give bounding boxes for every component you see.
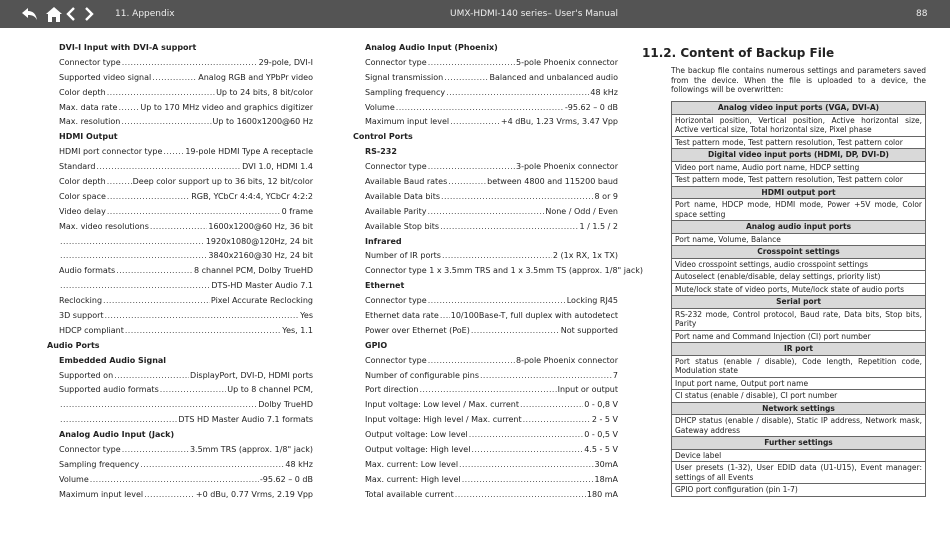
table-cell: Input port name, Output port name	[672, 377, 926, 390]
table-section-heading: Analog video input ports (VGA, DVI-A)	[672, 102, 926, 115]
spec-row	[47, 264, 313, 279]
spec-row	[353, 264, 644, 279]
spec-value: 3.5mm TRS (approx. 1/8" jack)	[189, 445, 313, 455]
spec-value: Not supported	[560, 325, 618, 335]
table-section-heading: Crosspoint settings	[672, 246, 926, 259]
spec-row	[47, 101, 313, 116]
spec-row	[353, 160, 618, 175]
spec-label: Sampling frequency	[365, 87, 446, 97]
spec-label: Color space	[59, 191, 106, 201]
spec-label: Reclocking	[59, 296, 103, 306]
spec-row	[353, 354, 618, 369]
spec-row	[353, 324, 618, 339]
spec-label: Supported on	[59, 370, 114, 380]
dot-leader	[160, 383, 227, 398]
table-section-row	[672, 246, 926, 259]
spec-row	[353, 86, 618, 101]
spec-row	[353, 71, 618, 86]
spec-label: Connector type	[365, 162, 427, 172]
dot-leader	[105, 309, 300, 324]
spec-value: 30mA	[594, 459, 618, 469]
spec-label: Output voltage: High level	[365, 445, 471, 455]
chapter-label: 11. Appendix	[115, 9, 175, 19]
spec-value: Deep color support up to 36 bits, 12 bit/color	[132, 177, 313, 187]
spec-label: Max. data rate	[59, 102, 118, 112]
spec-list	[47, 369, 313, 429]
dot-leader	[448, 175, 486, 190]
backup-content-table	[671, 101, 926, 497]
table-section-row	[672, 437, 926, 450]
dot-leader	[396, 101, 564, 116]
dot-leader	[428, 294, 566, 309]
spec-value: 29-pole, DVI-I	[258, 57, 313, 67]
table-row	[672, 114, 926, 136]
spec-row	[353, 443, 618, 458]
dot-leader	[60, 235, 205, 250]
dot-leader	[419, 383, 556, 398]
top-bar	[0, 0, 950, 28]
spec-label: Video delay	[59, 206, 106, 216]
table-row	[672, 199, 926, 221]
dot-leader	[150, 220, 207, 235]
spec-value: 3-pole Phoenix connector	[516, 162, 618, 172]
spec-row	[353, 220, 618, 235]
table-cell: Test pattern mode, Test pattern resolution, Test pattern color	[672, 136, 926, 149]
dot-leader	[107, 86, 215, 101]
spec-value: Up to 1600x1200@60 Hz	[212, 117, 313, 127]
table-row	[672, 330, 926, 343]
spec-row	[47, 145, 313, 160]
dot-leader	[121, 115, 211, 130]
table-section-heading: HDMI output port	[672, 186, 926, 199]
dot-leader	[520, 398, 583, 413]
spec-value: +0 dBu, 0.77 Vrms, 2.19 Vpp	[195, 489, 313, 499]
spec-value: 8-pole Phoenix connector	[516, 355, 618, 365]
spec-label: Color depth	[59, 177, 106, 187]
spec-label: Number of IR ports	[365, 251, 441, 261]
spec-value: Yes, 1.1	[282, 325, 313, 335]
table-section-heading: Network settings	[672, 402, 926, 415]
spec-label: Connector type	[59, 57, 121, 67]
spec-row	[47, 473, 313, 488]
spec-row	[47, 443, 313, 458]
spec-row	[353, 115, 618, 130]
section-title: 11.2. Content of Backup File	[642, 46, 835, 60]
table-row	[672, 271, 926, 284]
spec-row	[353, 369, 618, 384]
table-section-row	[672, 296, 926, 309]
spec-value: between 4800 and 115200 baud	[487, 177, 618, 187]
spec-value: 4.5 - 5 V	[584, 445, 618, 455]
dot-leader	[60, 249, 207, 264]
spec-value: 0 - 0,8 V	[584, 400, 618, 410]
spec-label: Connector type	[59, 445, 121, 455]
spec-label: Power over Ethernet (PoE)	[365, 325, 470, 335]
spec-value: 3840x2160@30 Hz, 24 bit	[208, 251, 313, 261]
spec-row	[47, 413, 313, 428]
table-row	[672, 462, 926, 484]
spec-label: Sampling frequency	[59, 459, 140, 469]
spec-label: Maximum input level	[59, 489, 144, 499]
spec-row	[47, 279, 313, 294]
table-cell: Test pattern mode, Test pattern resolution, Test pattern color	[672, 174, 926, 187]
spec-row	[353, 249, 618, 264]
group-heading: Control Ports	[353, 132, 413, 142]
spec-list	[353, 354, 618, 503]
spec-value: Up to 8 channel PCM,	[227, 385, 313, 395]
spec-value: 1600x1200@60 Hz, 36 bit	[208, 221, 313, 231]
spec-list	[47, 56, 313, 130]
table-section-heading: Further settings	[672, 437, 926, 450]
spec-label: Volume	[365, 102, 395, 112]
dot-leader	[480, 369, 612, 384]
table-section-row	[672, 221, 926, 234]
section-heading: Infrared	[365, 236, 402, 246]
spec-row	[353, 488, 618, 503]
spec-label: Connector type	[365, 296, 427, 306]
dot-leader	[114, 369, 189, 384]
spec-value: 2 (1x RX, 1x TX)	[552, 251, 618, 261]
table-section-row	[672, 149, 926, 162]
spec-value: Analog RGB and YPbPr video	[198, 72, 313, 82]
table-section-row	[672, 186, 926, 199]
spec-column-left	[47, 41, 313, 503]
table-section-heading: Serial port	[672, 296, 926, 309]
spec-value: Balanced and unbalanced audio	[489, 72, 618, 82]
spec-row	[47, 160, 313, 175]
spec-label: HDMI port connector type	[59, 147, 163, 157]
spec-row	[47, 71, 313, 86]
table-cell: Port name, HDCP mode, HDMI mode, Power +5V mode, Color space setting	[672, 199, 926, 221]
table-row	[672, 174, 926, 187]
spec-list	[47, 145, 313, 339]
spec-label: Volume	[59, 474, 89, 484]
table-cell: DHCP status (enable / disable), Static IP address, Network mask, Gateway address	[672, 415, 926, 437]
table-section-heading: Digital video input ports (HDMI, DP, DVI-D)	[672, 149, 926, 162]
spec-value: 180 mA	[586, 489, 618, 499]
dot-leader	[107, 205, 281, 220]
spec-value: 1920x1080@120Hz, 24 bit	[205, 236, 313, 246]
spec-value: 48 kHz	[285, 459, 313, 469]
spec-label: Input voltage: High level / Max. current	[365, 415, 522, 425]
dot-leader	[116, 264, 193, 279]
spec-row	[47, 56, 313, 71]
table-row	[672, 484, 926, 497]
spec-row	[353, 428, 618, 443]
spec-value: 0 - 0,5 V	[584, 430, 618, 440]
spec-row	[353, 205, 618, 220]
dot-leader	[122, 443, 189, 458]
table-cell: Device label	[672, 449, 926, 462]
table-row	[672, 415, 926, 437]
dot-leader	[125, 324, 281, 339]
dot-leader	[428, 160, 515, 175]
section-heading: Analog Audio Input (Phoenix)	[365, 43, 498, 52]
spec-label: Supported audio formats	[59, 385, 159, 395]
dot-leader	[444, 71, 488, 86]
page-number: 88	[916, 9, 928, 19]
section-heading: Analog Audio Input (Jack)	[59, 430, 175, 440]
table-cell: Video crosspoint settings, audio crosspoint settings	[672, 258, 926, 271]
spec-value: 1 / 1.5 / 2	[579, 221, 618, 231]
spec-label: Available Data bits	[365, 191, 441, 201]
table-section-row	[672, 402, 926, 415]
spec-list	[353, 294, 618, 339]
dot-leader	[440, 220, 578, 235]
dot-leader	[144, 488, 195, 503]
spec-value: DTS HD Master Audio 7.1 formats	[178, 415, 313, 425]
spec-row	[47, 309, 313, 324]
spec-row	[353, 294, 618, 309]
spec-label: Signal transmission	[365, 72, 444, 82]
table-section-heading: IR port	[672, 343, 926, 356]
table-cell: User presets (1-32), User EDID data (U1-U15), Event manager: settings of all Events	[672, 462, 926, 484]
spec-value: +4 dBu, 1.23 Vrms, 3.47 Vpp	[500, 117, 618, 127]
dot-leader	[471, 324, 560, 339]
spec-value: 19-pole HDMI Type A receptacle	[185, 147, 313, 157]
dot-leader	[455, 488, 586, 503]
table-cell: CI status (enable / disable), CI port number	[672, 390, 926, 403]
table-cell: Video port name, Audio port name, HDCP setting	[672, 161, 926, 174]
table-section-row	[672, 343, 926, 356]
spec-label: HDCP compliant	[59, 325, 124, 335]
back-icon[interactable]	[19, 3, 41, 25]
spec-list	[47, 443, 313, 503]
spec-row	[353, 309, 618, 324]
spec-label: Max. current: Low level	[365, 459, 459, 469]
spec-value: 48 kHz	[590, 87, 618, 97]
section-heading: HDMI Output	[59, 132, 118, 142]
dot-leader	[152, 71, 197, 86]
spec-value: -95.62 – 0 dB	[259, 474, 313, 484]
spec-label: Connector type	[365, 355, 427, 365]
spec-row	[47, 488, 313, 503]
spec-list	[353, 249, 644, 279]
spec-row	[353, 101, 618, 116]
dot-leader	[60, 413, 177, 428]
table-row	[672, 161, 926, 174]
spec-label: Connector type	[365, 57, 427, 67]
dot-leader	[163, 145, 184, 160]
table-row	[672, 377, 926, 390]
spec-value: 18mA	[594, 474, 618, 484]
spec-column-middle	[353, 41, 644, 503]
spec-value: 8 channel PCM, Dolby TrueHD	[193, 266, 313, 276]
table-row	[672, 308, 926, 330]
spec-value: Dolby TrueHD	[258, 400, 313, 410]
dot-leader	[459, 458, 594, 473]
spec-label: Available Baud rates	[365, 177, 448, 187]
section-heading: Ethernet	[365, 281, 405, 291]
spec-value: RGB, YCbCr 4:4:4, YCbCr 4:2:2	[191, 191, 313, 201]
spec-label: Output voltage: Low level	[365, 430, 468, 440]
dot-leader	[440, 309, 450, 324]
spec-value: 8 or 9	[594, 191, 618, 201]
spec-value: 7	[612, 370, 618, 380]
section-heading: DVI-I Input with DVI-A support	[59, 43, 197, 52]
dot-leader	[471, 443, 583, 458]
spec-label: Supported video signal	[59, 72, 152, 82]
dot-leader	[450, 115, 500, 130]
spec-value: 0 frame	[281, 206, 313, 216]
spec-label: Input voltage: Low level / Max. current	[365, 400, 519, 410]
spec-label: Available Stop bits	[365, 221, 440, 231]
dot-leader	[446, 86, 589, 101]
dot-leader	[107, 190, 190, 205]
spec-value: Up to 170 MHz video and graphics digitizer	[140, 102, 313, 112]
spec-row	[353, 473, 618, 488]
spec-value: Yes	[300, 311, 313, 321]
table-cell: Port name and Command Injection (CI) port number	[672, 330, 926, 343]
table-cell: GPIO port configuration (pin 1-7)	[672, 484, 926, 497]
table-row	[672, 233, 926, 246]
dot-leader	[428, 205, 545, 220]
chevron-right-icon[interactable]	[80, 3, 98, 25]
group-heading: Audio Ports	[47, 340, 100, 350]
spec-label: Port direction	[365, 385, 419, 395]
spec-row	[47, 398, 313, 413]
dot-leader	[90, 473, 259, 488]
chevron-left-icon[interactable]	[62, 3, 80, 25]
spec-label: Standard	[59, 162, 96, 172]
dot-leader	[523, 413, 591, 428]
dot-leader	[442, 249, 552, 264]
spec-row	[47, 294, 313, 309]
spec-value: Pixel Accurate Reclocking	[210, 296, 313, 306]
table-section-row	[672, 102, 926, 115]
spec-row	[47, 175, 313, 190]
spec-list	[353, 56, 618, 130]
spec-label: Max. video resolutions	[59, 221, 149, 231]
spec-label: Color depth	[59, 87, 106, 97]
spec-value: None / Odd / Even	[545, 206, 618, 216]
spec-value: 10/100Base-T, full duplex with autodetect	[450, 311, 618, 321]
dot-leader	[441, 190, 594, 205]
dot-leader	[96, 160, 241, 175]
dot-leader	[462, 473, 594, 488]
spec-label: Ethernet data rate	[365, 311, 439, 321]
spec-row	[47, 220, 313, 235]
table-row	[672, 258, 926, 271]
dot-leader	[140, 458, 284, 473]
spec-label: Available Parity	[365, 206, 427, 216]
spec-label: Max. resolution	[59, 117, 121, 127]
document-title: UMX-HDMI-140 series– User's Manual	[450, 9, 618, 19]
spec-row	[353, 458, 618, 473]
spec-row	[353, 398, 618, 413]
spec-label: Max. current: High level	[365, 474, 461, 484]
spec-row	[353, 413, 618, 428]
table-cell: Horizontal position, Vertical position, Active horizontal size, Active vertical size, Total horizontal size, Pixel phase	[672, 114, 926, 136]
dot-leader	[469, 428, 583, 443]
spec-row	[47, 324, 313, 339]
spec-row	[47, 205, 313, 220]
spec-row	[47, 115, 313, 130]
section-heading: GPIO	[365, 340, 388, 350]
spec-row	[47, 235, 313, 250]
section-intro: The backup file contains numerous settings and parameters saved from the device. When the file is uploaded to a device, the followings will be overwritten:	[671, 66, 926, 94]
spec-value: DVI 1.0, HDMI 1.4	[242, 162, 313, 172]
table-row	[672, 449, 926, 462]
dot-leader	[60, 279, 210, 294]
spec-row	[353, 56, 618, 71]
spec-value: DTS-HD Master Audio 7.1	[211, 281, 313, 291]
spec-list	[353, 160, 618, 234]
dot-leader	[60, 398, 257, 413]
dot-leader	[428, 354, 515, 369]
spec-row	[353, 190, 618, 205]
spec-value: DisplayPort, DVI-D, HDMI ports	[190, 370, 313, 380]
dot-leader	[122, 56, 258, 71]
table-cell: Port status (enable / disable), Code length, Repetition code, Modulation state	[672, 355, 926, 377]
table-row	[672, 136, 926, 149]
spec-value: Up to 24 bits, 8 bit/color	[216, 87, 313, 97]
dot-leader	[118, 101, 139, 116]
spec-row	[47, 383, 313, 398]
spec-value: 2 - 5 V	[591, 415, 618, 425]
spec-row	[47, 369, 313, 384]
table-cell: Autoselect (enable/disable, delay settings, priority list)	[672, 271, 926, 284]
section-heading: Embedded Audio Signal	[59, 355, 167, 365]
spec-row	[353, 175, 618, 190]
spec-label: Number of configurable pins	[365, 370, 479, 380]
table-row	[672, 355, 926, 377]
spec-row	[47, 86, 313, 101]
dot-leader	[107, 175, 132, 190]
spec-value: -95.62 – 0 dB	[564, 102, 618, 112]
spec-value: 5-pole Phoenix connector	[516, 57, 618, 67]
spec-label: Total available current	[365, 489, 454, 499]
table-section-heading: Analog audio input ports	[672, 221, 926, 234]
spec-row	[353, 383, 618, 398]
spec-label: 3D support	[59, 311, 104, 321]
section-heading: RS-232	[365, 147, 397, 157]
spec-row	[47, 249, 313, 264]
spec-value: Input or output	[557, 385, 618, 395]
spec-label: Maximum input level	[365, 117, 450, 127]
dot-leader	[428, 56, 515, 71]
spec-row	[47, 190, 313, 205]
table-cell: Port name, Volume, Balance	[672, 233, 926, 246]
table-row	[672, 390, 926, 403]
table-cell: Mute/lock state of video ports, Mute/lock state of audio ports	[672, 283, 926, 296]
spec-label: Connector type 1 x 3.5mm TRS and 1 x 3.5mm TS (approx. 1/8" jack)	[365, 266, 644, 276]
spec-row	[47, 458, 313, 473]
table-row	[672, 283, 926, 296]
table-cell: RS-232 mode, Control protocol, Baud rate, Data bits, Stop bits, Parity	[672, 308, 926, 330]
spec-label: Audio formats	[59, 266, 116, 276]
spec-value: Locking RJ45	[566, 296, 618, 306]
dot-leader	[103, 294, 210, 309]
